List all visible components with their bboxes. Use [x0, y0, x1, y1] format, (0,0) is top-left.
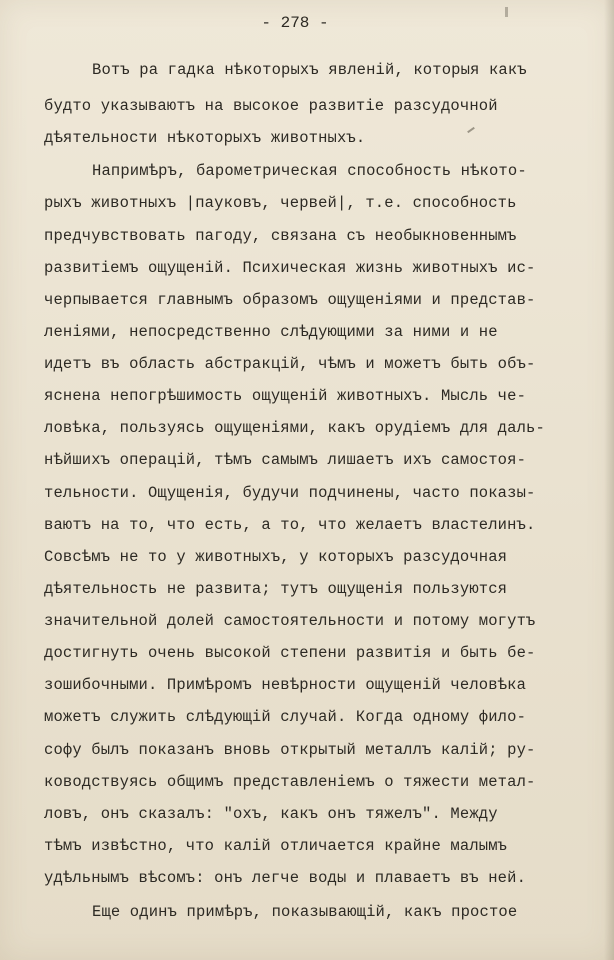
text-line: достигнуть очень высокой степени развитія и быть бе-	[44, 644, 536, 662]
text-line: Вотъ ра гадка нѣкоторыхъ явленій, которыя какъ	[92, 61, 527, 79]
text-line: идетъ въ область абстракцій, чѣмъ и можетъ быть объ-	[44, 355, 536, 373]
page-number: - 278 -	[261, 14, 329, 32]
text-line: тѣмъ извѣстно, что калій отличается крайне малымъ	[44, 837, 508, 855]
text-line: яснена непогрѣшимость ощущеній животныхъ. Мысль че-	[44, 387, 527, 405]
text-line: Совсѣмъ не то у животныхъ, у которыхъ разсудочная	[44, 548, 508, 566]
page-edge-shadow	[604, 0, 614, 960]
text-line: можетъ служить слѣдующій случай. Когда одному фило-	[44, 708, 527, 726]
text-line: значительной долей самостоятельности и потому могутъ	[44, 612, 536, 630]
text-line: ководствуясь общимъ представленіемъ о тяжести метал-	[44, 773, 536, 791]
text-line: Напримѣръ, барометрическая способность нѣкото-	[92, 162, 527, 180]
ink-mark	[467, 127, 475, 133]
text-line: леніями, непосредственно слѣдующими за ними и не	[44, 323, 498, 341]
text-line: нѣйшихъ операцій, тѣмъ самымъ лишаетъ ихъ самостоя-	[44, 451, 527, 469]
text-line: ваютъ на то, что есть, а то, что желаетъ властелинъ.	[44, 516, 536, 534]
text-line: черпывается главнымъ образомъ ощущеніями и представ-	[44, 291, 536, 309]
text-line: софу былъ показанъ вновь открытый металлъ калій; ру-	[44, 741, 536, 759]
text-line: будто указываютъ на высокое развитіе разсудочной	[44, 97, 498, 115]
text-line: зошибочными. Примѣромъ невѣрности ощущеній человѣка	[44, 676, 527, 694]
text-line: ловѣка, пользуясь ощущеніями, какъ орудіемъ для даль-	[44, 419, 545, 437]
text-line: удѣльнымъ вѣсомъ: онъ легче воды и плаваетъ въ ней.	[44, 869, 527, 887]
ink-mark	[505, 7, 508, 17]
text-line: дѣятельность не развита; тутъ ощущенія пользуются	[44, 580, 508, 598]
text-line: развитіемъ ощущеній. Психическая жизнь животныхъ ис-	[44, 259, 536, 277]
text-line: рыхъ животныхъ |пауковъ, червей|, т.е. способность	[44, 194, 517, 212]
text-line: Еще одинъ примѣръ, показывающій, какъ простое	[92, 903, 518, 921]
text-line: тельности. Ощущенія, будучи подчинены, часто показы-	[44, 484, 536, 502]
text-line: предчувствовать пагоду, связана съ необыкновеннымъ	[44, 227, 517, 245]
text-line: дѣятельности нѣкоторыхъ животныхъ.	[44, 129, 366, 147]
text-line: ловъ, онъ сказалъ: "охъ, какъ онъ тяжелъ". Между	[44, 805, 498, 823]
